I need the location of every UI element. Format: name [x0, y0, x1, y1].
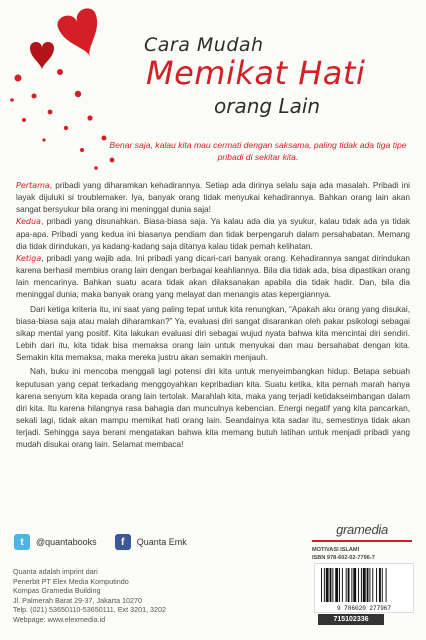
barcode-bar [332, 568, 333, 602]
product-code: 715102336 [318, 614, 384, 625]
barcode-bar [335, 568, 338, 602]
title-line-2: Memikat Hati [146, 54, 366, 92]
barcode-bar [339, 568, 340, 602]
barcode-bar [358, 568, 359, 602]
barcode-bar [369, 568, 370, 602]
keyword-pertama: Pertama [16, 181, 50, 190]
paragraph-4: Dari ketiga kriteria itu, ini saat yang paling tepat untuk kita renungkan, “Apakah aku orang yang disukai, biasa-biasa saja atau malah diharamkan?” Ya, evaluasi diri sangat disarankan oleh pakar psikologi sebagai sikap mental yang positif. Kita lakukan evaluasi diri sebagai wujud nyata bahwa kita mencintai diri sendiri. Lebih dari itu, kita tidak bisa memaksa orang lain untuk menyukai dan mau bersahabat dengan kita. Semakin kita memaksa, maka mereka justru akan semakin menjauh. [16, 304, 410, 363]
category-isbn: MOTIVASI ISLAMI ISBN 978-602-02-7796-7 [312, 547, 375, 561]
social-links [14, 531, 187, 553]
barcode-bar [372, 568, 373, 602]
keyword-kedua: Kedua [16, 217, 41, 227]
twitter-bird-icon: t [14, 534, 30, 550]
barcode-bar [326, 568, 329, 602]
tagline: Benar saja, kalau kita mau cermati dengan saksama, paling tidak ada tiga tipe pribadi di sekitar kita. [109, 140, 407, 162]
book-title [120, 30, 420, 140]
facebook-page: Quanta Emk [136, 537, 187, 547]
barcode-bar [376, 568, 377, 602]
barcode-bar [346, 568, 347, 602]
barcode-bar [321, 568, 322, 602]
title-line-3: orang Lain [214, 94, 321, 118]
twitter-handle: @quantabooks [36, 537, 97, 547]
brand-divider [312, 540, 412, 542]
barcode-bar [382, 568, 383, 602]
paragraph-5: Nah, buku ini mencoba menggali lagi potensi diri kita untuk menyeimbangkan hidup. Betapa sebuah keputusan yang cepat terkadang menggoyahkan kepribadian kita. Suatu ketika, kita pernah marah hanya karena senyum kita kepada orang lain tertolak. Marahlah kita, maka yang terjadi ketidakseimbangan dalam diri kita. Itu karena hilangnya rasa bahagia dan munculnya kebencian. Energi negatif yang kita pancarkan, sekali lagi, tidak akan mampu memikat hati orang lain. Seandainya kita sadar itu, semestinya tidak akan terjadi. Sehingga saya berani mengatakan bahwa kita memang butuh latihan untuk menjadi pribadi yang mudah disukai orang lain. Selamat membaca! [16, 367, 410, 450]
barcode-bar [348, 568, 350, 602]
barcode-bar [330, 568, 332, 602]
gramedia-logo: gramedia [336, 522, 388, 537]
blurb-body [16, 180, 410, 451]
paragraph-2: Kedua, pribadi yang disunahkan. Biasa-biasa saja. Ya kalau ada dia ya syukur, kalau tidak ada ya tidak apa-apa. Pribadi yang kedua ini biasanya pendiam dan tidak berpengaruh dalam persahabatan. Memang dia tidak dirindukan, ya kadang-kadang saja ditanya kalau tidak pemah kelihatan. [16, 217, 410, 251]
barcode-bar [342, 568, 343, 602]
barcode-bar [324, 568, 325, 602]
keyword-ketiga: Ketiga [16, 253, 42, 263]
barcode-bar [363, 568, 366, 602]
title-line-1: Cara Mudah [144, 34, 264, 56]
barcode-bar [361, 568, 362, 602]
barcode [314, 563, 414, 613]
barcode-bar [367, 568, 369, 602]
paragraph-1: Pertama, pribadi yang diharamkan kehadirannya. Setiap ada dirinya selalu saja ada masalah. Pribadi ini layak dijuluki si troublemaker. Iya, banyak orang tidak menyukai kehadirannya. Bahkan orang lain akan sangat bersyukur bila orang ini meninggal dunia saja! [16, 181, 410, 215]
facebook-f-icon: f [115, 534, 131, 550]
barcode-bar [353, 568, 356, 602]
publisher-info: Quanta adalah imprint dari Penerbit PT Elex Media Komputindo Kompas Gramedia Building Jl. Palmerah Barat 29-37, Jakarta 10270 Telp. (021) 53650110-53650111, Ext 3201, 3202 Webpage: www.elexmedia.id [13, 567, 167, 624]
barcode-bar [351, 568, 352, 602]
barcode-bar [386, 568, 387, 602]
paragraph-3: Ketiga, pribadi yang wajib ada. Ini pribadi yang dicari-cari banyak orang. Kehadirannya sangat dirindukan karena berhasil membius orang lain dengan berbagai keahliannya. Bila dia tidak ada, bisa dipastikan orang lain mencarinya. Bahkan suatu acara tidak akan dilaksanakan apabila dia tidak hadir. Dan, bila dia meninggal dunia, maka banyak orang yang melayat dan menangis atas kepergiannya. [16, 253, 410, 300]
barcode-number: 9 786020 277967 [336, 605, 392, 612]
barcode-bar [379, 568, 381, 602]
